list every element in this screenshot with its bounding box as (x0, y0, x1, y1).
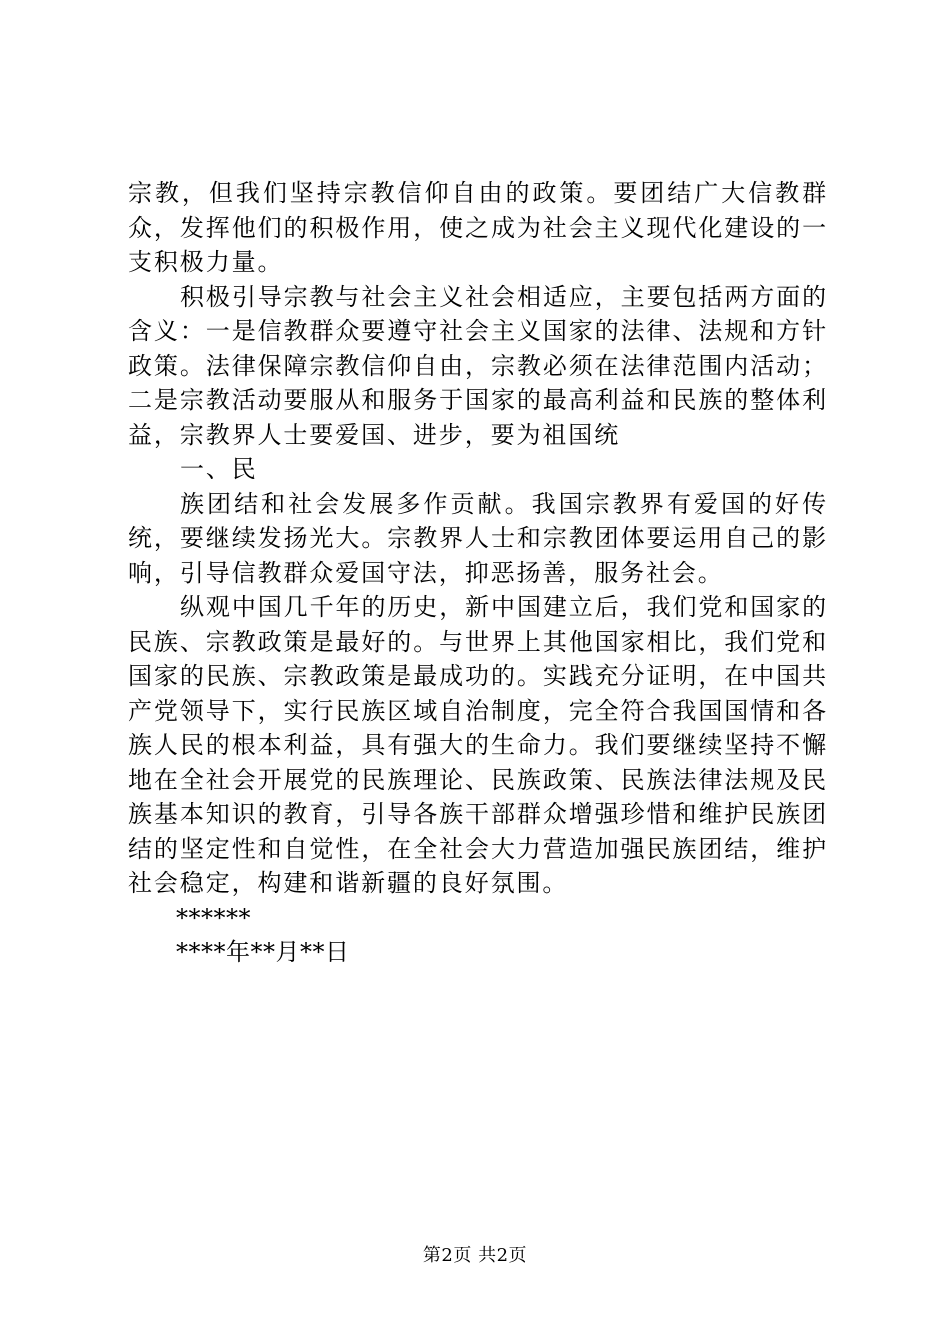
paragraph-fragment: 一、民 (180, 455, 258, 483)
paragraph-religion-adaptation: 积极引导宗教与社会主义社会相适应，主要包括两方面的含义：一是信教群众要遵守社会主义国家的法律、法规和方针政策。法律保障宗教信仰自由，宗教必须在法律范围内活动；二是宗教活动要服从和服务于国家的最高利益和民族的整体利益，宗教界人士要爱国、进步，要为祖国统 (128, 282, 828, 449)
signature-name: ****** (176, 903, 251, 932)
document-body (128, 176, 828, 970)
signature-date: ****年**月**日 (176, 938, 350, 966)
paragraph-ethnic-unity: 族团结和社会发展多作贡献。我国宗教界有爱国的好传统，要继续发扬光大。宗教界人士和宗教团体要运用自己的影响，引导信教群众爱国守法，抑恶扬善，服务社会。 (128, 489, 828, 587)
paragraph-continuation: 宗教，但我们坚持宗教信仰自由的政策。要团结广大信教群众，发挥他们的积极作用，使之成为社会主义现代化建设的一支积极力量。 (128, 179, 828, 276)
page-number-footer: 第2页 共2页 (422, 1245, 528, 1266)
paragraph-history-policy: 纵观中国几千年的历史，新中国建立后，我们党和国家的民族、宗教政策是最好的。与世界上其他国家相比，我们党和国家的民族、宗教政策是最成功的。实践充分证明，在中国共产党领导下，实行民族区域自治制度，完全符合我国国情和各族人民的根本利益，具有强大的生命力。我们要继续坚持不懈地在全社会开展党的民族理论、民族政策、民族法律法规及民族基本知识的教育，引导各族干部群众增强珍惜和维护民族团结的坚定性和自觉性，在全社会大力营造加强民族团结，维护社会稳定，构建和谐新疆的良好氛围。 (128, 593, 828, 897)
